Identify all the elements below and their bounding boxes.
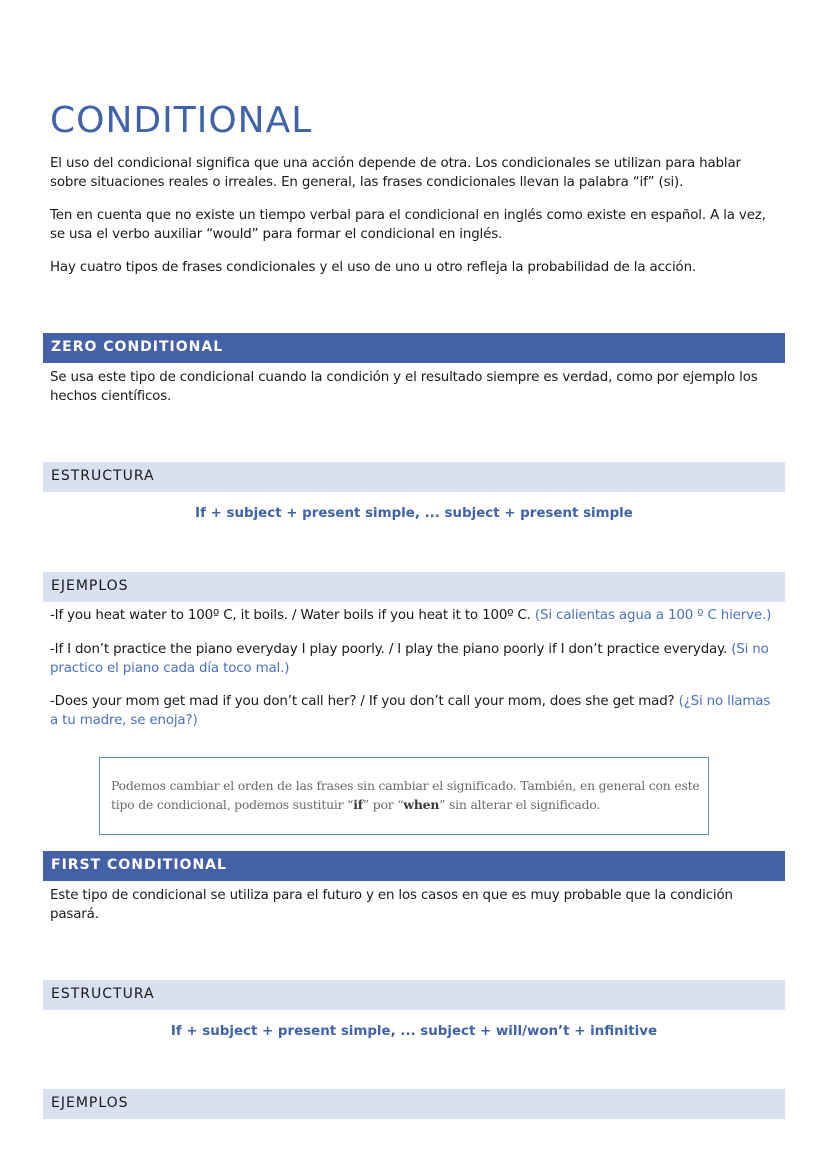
zero-conditional-heading-band: [43, 333, 785, 363]
example-english: -If I don’t practice the piano everyday I play poorly. / I play the piano poorly if I don’t practice everyday.: [50, 642, 728, 657]
example-spanish-translation: (Si calientas agua a 100 º C hierve.): [534, 608, 772, 623]
intro-paragraph-2: Ten en cuenta que no existe un tiempo verbal para el condicional en inglés como existe en español. A la vez, se usa el verbo auxiliar “would” para formar el condicional en inglés.: [50, 208, 766, 242]
note-keyword-when: when: [403, 797, 440, 812]
first-examples-band: [43, 1089, 785, 1119]
zero-example-1: [50, 606, 780, 625]
page-title: CONDITIONAL: [50, 100, 313, 141]
zero-conditional-heading: ZERO CONDITIONAL: [51, 339, 224, 355]
first-conditional-heading: FIRST CONDITIONAL: [51, 857, 227, 873]
example-english: -Does your mom get mad if you don’t call her? / If you don’t call your mom, does she get mad?: [50, 694, 675, 709]
first-conditional-description: Este tipo de condicional se utiliza para el futuro y en los casos en que es muy probable que la condición pasará.: [50, 888, 733, 922]
zero-structure-formula: If + subject + present simple, ... subject + present simple: [195, 506, 633, 521]
first-structure-band: [43, 980, 785, 1010]
zero-example-2: [50, 640, 780, 678]
example-spanish-translation: (Si no practico el piano cada día toco mal.): [50, 642, 769, 676]
zero-structure-heading: ESTRUCTURA: [51, 468, 155, 484]
note-text-part: Podemos cambiar el orden de las frases sin cambiar el significado. También, en general con este tipo de condicional, podemos sustituir “: [111, 778, 700, 812]
first-examples-heading: EJEMPLOS: [51, 1095, 129, 1111]
example-english: -If you heat water to 100º C, it boils. / Water boils if you heat it to 100º C.: [50, 608, 531, 623]
intro-paragraph-1: El uso del condicional significa que una acción depende de otra. Los condicionales se utilizan para hablar sobre situaciones reales o irreales. En general, las frases condicionales llevan la palabra “if” (si).: [50, 156, 741, 190]
zero-structure-band: [43, 462, 785, 492]
intro-paragraph-3: Hay cuatro tipos de frases condicionales y el uso de uno u otro refleja la probabilidad de la acción.: [50, 260, 697, 275]
note-text-part: ” sin alterar el significado.: [439, 797, 601, 812]
first-structure-heading: ESTRUCTURA: [51, 986, 155, 1002]
zero-examples-heading: EJEMPLOS: [51, 578, 129, 594]
zero-note-box: [99, 757, 709, 835]
zero-examples-band: [43, 572, 785, 602]
first-conditional-heading-band: [43, 851, 785, 881]
zero-note-text: [111, 776, 701, 814]
note-keyword-if: if: [353, 797, 363, 812]
note-text-part: ” por “: [362, 797, 404, 812]
example-spanish-translation: (¿Si no llamas a tu madre, se enoja?): [50, 694, 771, 728]
zero-example-3: [50, 692, 780, 730]
first-structure-formula: If + subject + present simple, ... subject + will/won’t + infinitive: [170, 1024, 658, 1039]
zero-conditional-description: Se usa este tipo de condicional cuando la condición y el resultado siempre es verdad, como por ejemplo los hechos científicos.: [50, 370, 758, 404]
